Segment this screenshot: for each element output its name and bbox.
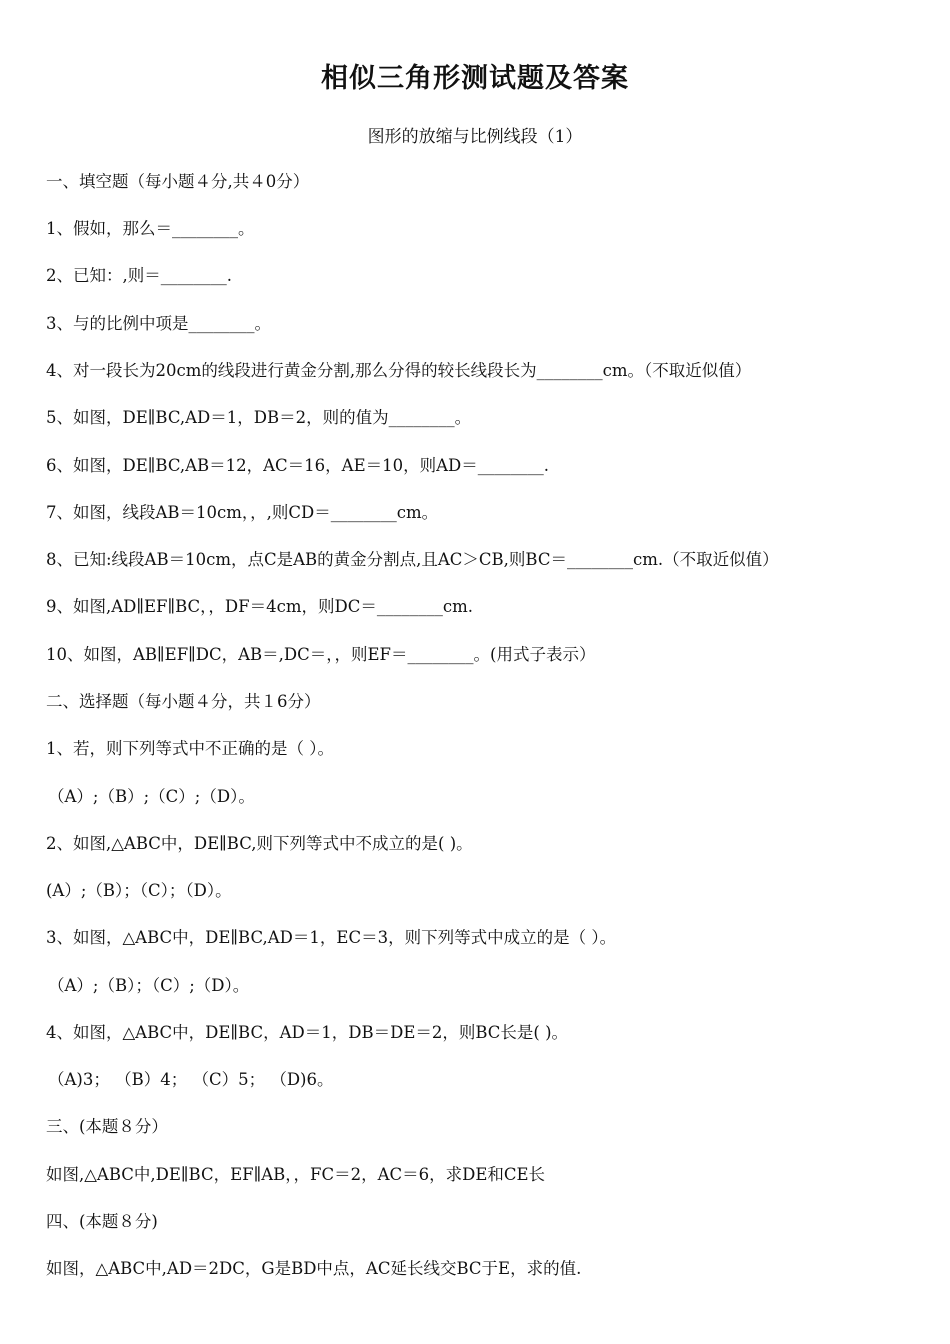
document-subtitle: 图形的放缩与比例线段（1） <box>367 127 583 147</box>
question-line: 8、已知:线段AB＝10cm，点C是AB的黄金分割点,且AC＞CB,则BC＝________cm.（不取近似值） <box>46 550 779 569</box>
section-heading-fill-in: 一、填空题（每小题４分,共４0分） <box>46 172 310 191</box>
question-line: 如图，△ABC中,AD＝2DC，G是BD中点，AC延长线交BC于E，求的值. <box>46 1259 582 1278</box>
answer-options: (A）;（B）；（C）；（D）。 <box>46 881 232 900</box>
question-line: 10、如图，AB∥EF∥DC，AB＝,DC＝，，则EF＝________。(用式子表示） <box>46 645 596 664</box>
question-line: 1、假如，那么＝________。 <box>46 219 255 238</box>
section-heading-choice: 二、选择题（每小题４分，共１6分） <box>46 692 321 711</box>
answer-options: （A）;（B）;（C）;（D）。 <box>48 787 255 806</box>
question-line: 1、若，则下列等式中不正确的是（ ）。 <box>46 739 334 758</box>
section-heading-part-three: 三、(本题８分） <box>46 1117 168 1136</box>
answer-options: （A）;（B）；（C）;（D）。 <box>48 976 250 995</box>
question-line: 3、如图，△ABC中，DE∥BC,AD＝1，EC＝3，则下列等式中成立的是（ ）。 <box>46 928 617 947</box>
question-line: 3、与的比例中项是________。 <box>46 314 271 333</box>
question-line: 2、如图,△ABC中，DE∥BC,则下列等式中不成立的是( )。 <box>46 834 473 853</box>
question-line: 4、如图，△ABC中，DE∥BC，AD＝1，DB＝DE＝2，则BC长是( )。 <box>46 1023 569 1042</box>
question-line: 4、对一段长为20cm的线段进行黄金分割,那么分得的较长线段长为________cm。（不取近似值） <box>46 361 752 380</box>
question-line: 6、如图，DE∥BC,AB＝12，AC＝16，AE＝10，则AD＝________. <box>46 456 550 475</box>
answer-options: （A)3； （B）4； （C）5； （D)6。 <box>48 1070 334 1089</box>
question-line: 2、已知：,则＝________. <box>46 266 232 285</box>
question-line: 9、如图,AD∥EF∥BC，，DF＝4cm，则DC＝________cm. <box>46 597 473 616</box>
question-line: 如图,△ABC中,DE∥BC，EF∥AB，，FC＝2，AC＝6，求DE和CE长 <box>46 1165 546 1184</box>
document-title: 相似三角形测试题及答案 <box>321 63 629 94</box>
question-line: 7、如图，线段AB＝10cm，，,则CD＝________cm。 <box>46 503 439 522</box>
question-line: 5、如图，DE∥BC,AD＝1，DB＝2，则的值为________。 <box>46 408 472 427</box>
section-heading-part-four: 四、(本题８分) <box>46 1212 158 1231</box>
